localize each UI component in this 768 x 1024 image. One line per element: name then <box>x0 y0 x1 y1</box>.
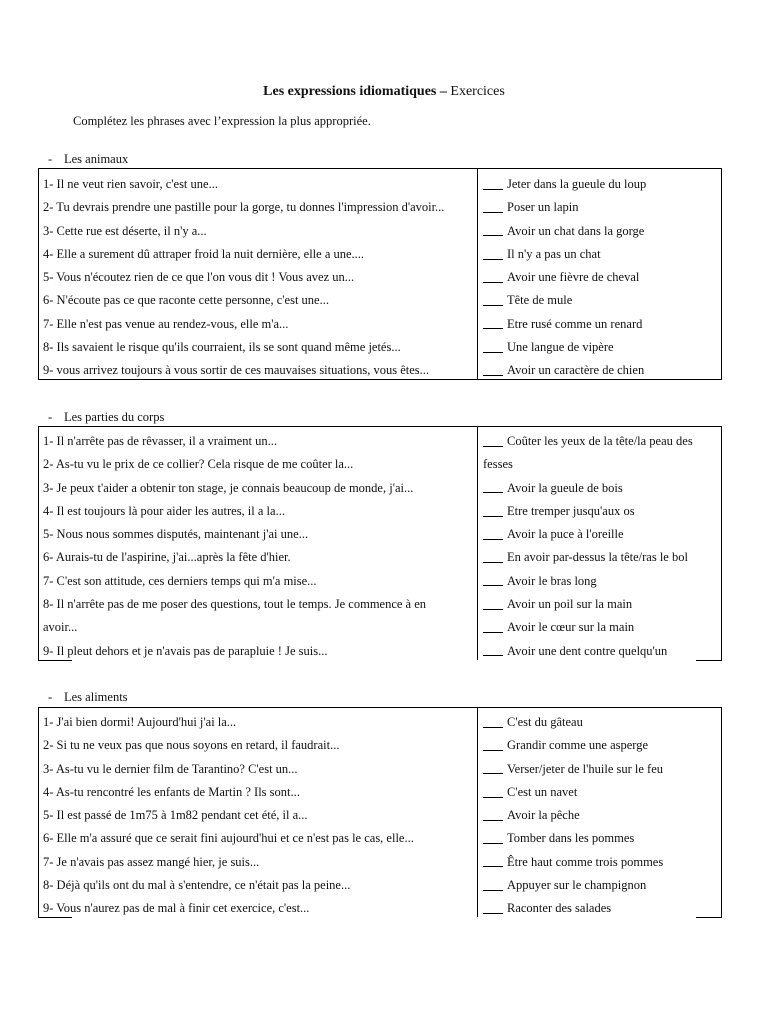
expression-item[interactable]: Avoir un chat dans la gorge <box>483 220 719 243</box>
answer-blank[interactable] <box>483 890 503 891</box>
expression-item[interactable]: Avoir la gueule de bois <box>483 477 719 500</box>
sentence: avoir... <box>43 620 78 635</box>
expression-item[interactable]: Il n'y a pas un chat <box>483 243 719 266</box>
expressions-column <box>483 430 719 663</box>
column-divider <box>477 169 478 379</box>
expression-item[interactable]: Avoir la puce à l'oreille <box>483 523 719 546</box>
answer-blank[interactable] <box>483 727 503 728</box>
expression-item[interactable]: Être haut comme trois pommes <box>483 851 719 874</box>
expression-item[interactable]: En avoir par-dessus la tête/ras le bol <box>483 546 719 569</box>
answer-blank[interactable] <box>483 585 503 586</box>
sentence: 3- Je peux t'aider a obtenir ton stage, je connais beaucoup de monde, j'ai... <box>43 480 414 495</box>
answer-blank[interactable] <box>483 750 503 751</box>
expression-item[interactable]: Coûter les yeux de la tête/la peau des <box>483 430 719 453</box>
expression-item[interactable]: Avoir un poil sur la main <box>483 593 719 616</box>
answer-blank[interactable] <box>483 189 503 190</box>
expressions-column <box>483 173 719 383</box>
expression-item[interactable]: Avoir le cœur sur la main <box>483 616 719 639</box>
expression-item[interactable]: Poser un lapin <box>483 196 719 219</box>
answer-blank[interactable] <box>483 866 503 867</box>
sentence: 9- Il pleut dehors et je n'avais pas de parapluie ! Je suis... <box>43 643 328 658</box>
sentences-column <box>43 711 473 921</box>
sentence: 2- Si tu ne veux pas que nous soyons en retard, il faudrait... <box>43 738 340 753</box>
expression-item[interactable]: Jeter dans la gueule du loup <box>483 173 719 196</box>
section-heading-corps: - Les parties du corps <box>48 410 165 424</box>
expression-item-continued: fesses <box>483 457 513 472</box>
answer-blank[interactable] <box>483 352 503 353</box>
sentence: 2- Tu devrais prendre une pastille pour la gorge, tu donnes l'impression d'avoir... <box>43 200 445 215</box>
sentence: 8- Ils savaient le risque qu'ils courraient, ils se sont quand même jetés... <box>43 340 401 355</box>
exercise-table-animaux <box>38 168 722 380</box>
expression-item[interactable]: C'est du gâteau <box>483 711 719 734</box>
sentence: 5- Nous nous sommes disputés, maintenant j'ai une... <box>43 527 309 542</box>
expression-item[interactable]: Etre rusé comme un renard <box>483 313 719 336</box>
expression-item[interactable]: Avoir le bras long <box>483 570 719 593</box>
sentence: 5- Il est passé de 1m75 à 1m82 pendant cet été, il a... <box>43 808 308 823</box>
answer-blank[interactable] <box>483 562 503 563</box>
sentence: 4- As-tu rencontré les enfants de Martin ? Ils sont... <box>43 784 300 799</box>
table-bottom-line <box>696 917 722 918</box>
answer-blank[interactable] <box>483 375 503 376</box>
sentence: 3- Cette rue est déserte, il n'y a... <box>43 223 207 238</box>
sentence: 6- N'écoute pas ce que raconte cette personne, c'est une... <box>43 293 329 308</box>
answer-blank[interactable] <box>483 446 503 447</box>
expression-item[interactable]: Une langue de vipère <box>483 336 719 359</box>
expression-item[interactable]: Avoir une fièvre de cheval <box>483 266 719 289</box>
expression-item[interactable]: Avoir une dent contre quelqu'un <box>483 640 719 663</box>
answer-blank[interactable] <box>483 843 503 844</box>
sentence: 4- Il est toujours là pour aider les autres, il a la... <box>43 503 285 518</box>
column-divider <box>477 427 478 660</box>
expression-item[interactable]: Tête de mule <box>483 289 719 312</box>
answer-blank[interactable] <box>483 328 503 329</box>
table-bottom-line <box>38 660 72 661</box>
answer-blank[interactable] <box>483 655 503 656</box>
expression-item[interactable]: Appuyer sur le champignon <box>483 874 719 897</box>
answer-blank[interactable] <box>483 235 503 236</box>
answer-blank[interactable] <box>483 212 503 213</box>
answer-blank[interactable] <box>483 632 503 633</box>
sentence: 2- As-tu vu le prix de ce collier? Cela risque de me coûter la... <box>43 457 354 472</box>
page-title <box>0 84 768 100</box>
sentences-column <box>43 173 473 383</box>
table-bottom-line <box>696 660 722 661</box>
expression-item[interactable]: C'est un navet <box>483 781 719 804</box>
exercise-table-corps <box>38 426 722 660</box>
sentence: 6- Aurais-tu de l'aspirine, j'ai...après la fête d'hier. <box>43 550 291 565</box>
sentence: 7- Elle n'est pas venue au rendez-vous, elle m'a... <box>43 316 289 331</box>
sentence: 8- Il n'arrête pas de me poser des questions, tout le temps. Je commence à en <box>43 597 427 612</box>
answer-blank[interactable] <box>483 820 503 821</box>
exercise-table-aliments <box>38 707 722 917</box>
answer-blank[interactable] <box>483 492 503 493</box>
sentence: 1- Il ne veut rien savoir, c'est une... <box>43 177 218 191</box>
section-heading-animaux: - Les animaux <box>48 152 129 166</box>
title-bold: Les expressions idiomatiques – <box>263 84 447 99</box>
answer-blank[interactable] <box>483 913 503 914</box>
answer-blank[interactable] <box>483 305 503 306</box>
expression-item[interactable]: Grandir comme une asperge <box>483 734 719 757</box>
table-bottom-line <box>38 917 72 918</box>
column-divider <box>477 708 478 917</box>
expression-item[interactable]: Verser/jeter de l'huile sur le feu <box>483 758 719 781</box>
instruction: Complétez les phrases avec l’expression la plus appropriée. <box>73 114 371 128</box>
sentence: 7- Je n'avais pas assez mangé hier, je suis... <box>43 854 260 869</box>
sentence: 7- C'est son attitude, ces derniers temps qui m'a mise... <box>43 573 317 588</box>
sentence: 1- Il n'arrête pas de rêvasser, il a vraiment un... <box>43 434 277 448</box>
expression-item[interactable]: Avoir la pêche <box>483 804 719 827</box>
answer-blank[interactable] <box>483 797 503 798</box>
sentence: 1- J'ai bien dormi! Aujourd'hui j'ai la... <box>43 715 237 729</box>
sentence: 8- Déjà qu'ils ont du mal à s'entendre, ce n'était pas la peine... <box>43 878 351 893</box>
answer-blank[interactable] <box>483 539 503 540</box>
expression-item[interactable]: Tomber dans les pommes <box>483 827 719 850</box>
answer-blank[interactable] <box>483 259 503 260</box>
title-rest: Exercices <box>446 84 505 99</box>
sentences-column <box>43 430 473 663</box>
expression-item[interactable]: Avoir un caractère de chien <box>483 359 719 382</box>
expression-item[interactable]: Raconter des salades <box>483 897 719 920</box>
answer-blank[interactable] <box>483 516 503 517</box>
sentence: 9- Vous n'aurez pas de mal à finir cet exercice, c'est... <box>43 901 310 916</box>
answer-blank[interactable] <box>483 773 503 774</box>
section-heading-aliments: - Les aliments <box>48 690 128 704</box>
expression-item[interactable]: Etre tremper jusqu'aux os <box>483 500 719 523</box>
sentence: 5- Vous n'écoutez rien de ce que l'on vous dit ! Vous avez un... <box>43 270 355 285</box>
sentence: 4- Elle a surement dû attraper froid la nuit dernière, elle a une.... <box>43 246 365 261</box>
sentence: 9- vous arrivez toujours à vous sortir de ces mauvaises situations, vous êtes... <box>43 363 430 378</box>
expressions-column <box>483 711 719 921</box>
sentence: 6- Elle m'a assuré que ce serait fini aujourd'hui et ce n'est pas le cas, elle... <box>43 831 414 846</box>
answer-blank[interactable] <box>483 609 503 610</box>
answer-blank[interactable] <box>483 282 503 283</box>
sentence: 3- As-tu vu le dernier film de Tarantino? C'est un... <box>43 761 298 776</box>
